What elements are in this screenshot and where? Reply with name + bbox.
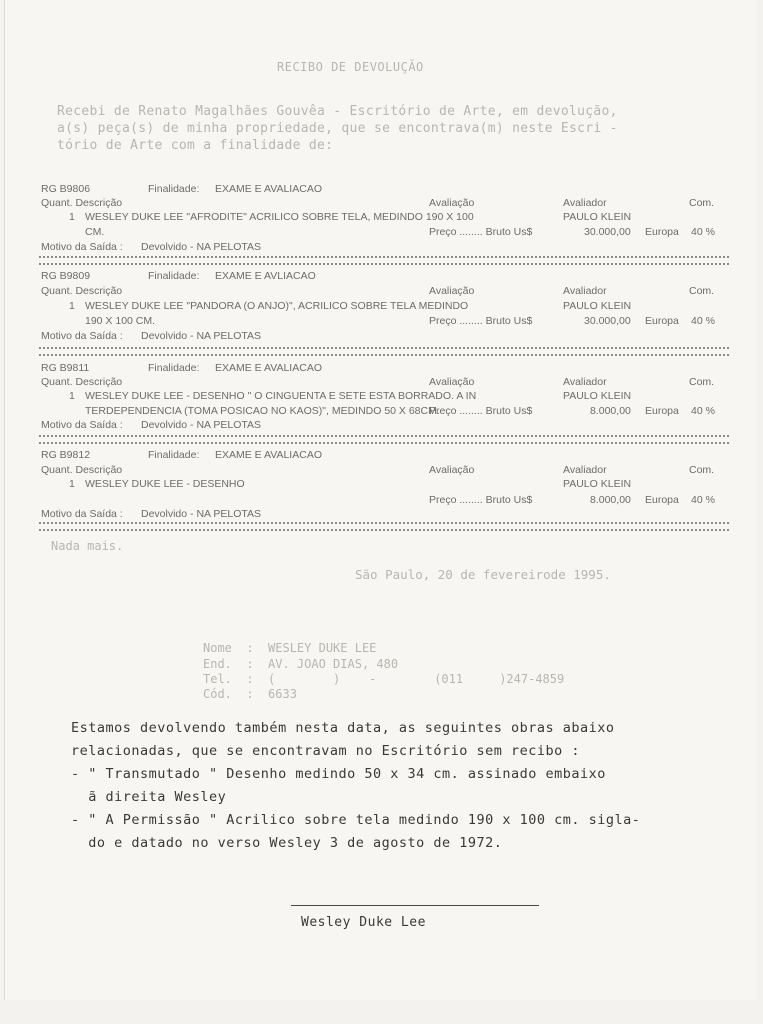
motivo-label: Motivo da Saída : [41, 241, 123, 253]
motivo-label: Motivo da Saída : [41, 330, 123, 342]
separator-line [39, 347, 729, 356]
europa-label: Europa [645, 226, 679, 238]
avaliador-header: Avaliador [563, 285, 607, 297]
separator-line [39, 435, 729, 444]
motivo-label: Motivo da Saída : [41, 419, 123, 431]
quant-desc-header: Quant. Descrição [41, 197, 123, 209]
note-line-6: do e datado no verso Wesley 3 de agosto de 1972. [71, 835, 503, 851]
finalidade-label: Finalidade: [148, 270, 200, 282]
intro-line-2: a(s) peça(s) de minha propriedade, que se encontrava(m) neste Escri - [57, 121, 618, 136]
note-line-5: - " A Permissão " Acrilico sobre tela medindo 190 x 100 cm. sigla- [71, 812, 641, 828]
item-avaliador: PAULO KLEIN [563, 478, 632, 490]
signature-line [291, 905, 539, 906]
com-header: Com. [689, 285, 715, 297]
item-bruto: 30.000,00 [584, 226, 631, 238]
item-quant: 1 [69, 478, 75, 490]
item-com: 40 % [691, 315, 715, 327]
separator-line [39, 522, 729, 531]
com-header: Com. [689, 376, 715, 388]
item-bruto: 30.000,00 [584, 315, 631, 327]
europa-label: Europa [645, 494, 679, 506]
avaliador-header: Avaliador [563, 376, 607, 388]
item-rg: RG B9811 [41, 362, 90, 374]
com-header: Com. [689, 464, 715, 476]
separator-line [39, 256, 729, 265]
item-finalidade: EXAME E AVLIACAO [215, 270, 316, 282]
signature-name: Wesley Duke Lee [301, 915, 426, 930]
item-motivo: Devolvido - NA PELOTAS [141, 419, 262, 431]
quant-desc-header: Quant. Descrição [41, 285, 123, 297]
item-desc-line-2: TERDEPENDENCIA (TOMA POSICAO NO KAOS)", MEDINDO 50 X 68CM. [85, 405, 440, 417]
item-rg: RG B9806 [41, 183, 91, 195]
item-desc-line-1: WESLEY DUKE LEE - DESENHO " O CINGUENTA E SETE ESTA BORRADO. A IN [85, 390, 477, 402]
note-line-3: - " Transmutado " Desenho medindo 50 x 34 cm. assinado embaixo [71, 766, 606, 782]
contact-name: Nome : WESLEY DUKE LEE [203, 641, 377, 655]
contact-address: End. : AV. JOAO DIAS, 480 [203, 657, 399, 671]
item-finalidade: EXAME E AVALIACAO [215, 183, 322, 195]
contact-code: Cód. : 6633 [203, 687, 297, 701]
document-title: RECIBO DE DEVOLUÇÃO [277, 60, 424, 74]
avaliacao-header: Avaliação [429, 285, 475, 297]
item-quant: 1 [69, 211, 75, 223]
motivo-label: Motivo da Saída : [41, 508, 123, 520]
avaliador-header: Avaliador [563, 464, 607, 476]
preco-label: Preço ........ Bruto Us$ [429, 494, 533, 506]
finalidade-label: Finalidade: [148, 362, 200, 374]
note-line-4: ã direita Wesley [71, 789, 227, 805]
item-avaliador: PAULO KLEIN [563, 211, 632, 223]
avaliacao-header: Avaliação [429, 376, 475, 388]
item-desc-line-1: WESLEY DUKE LEE - DESENHO [85, 478, 245, 490]
item-quant: 1 [69, 390, 75, 402]
item-motivo: Devolvido - NA PELOTAS [141, 241, 262, 253]
item-bruto: 8.000,00 [590, 494, 631, 506]
item-avaliador: PAULO KLEIN [563, 300, 632, 312]
preco-label: Preço ........ Bruto Us$ [429, 226, 533, 238]
finalidade-label: Finalidade: [148, 449, 200, 461]
item-bruto: 8.000,00 [590, 405, 631, 417]
item-finalidade: EXAME E AVALIACAO [215, 449, 322, 461]
item-com: 40 % [691, 494, 715, 506]
item-motivo: Devolvido - NA PELOTAS [141, 508, 262, 520]
item-motivo: Devolvido - NA PELOTAS [141, 330, 262, 342]
europa-label: Europa [645, 315, 679, 327]
avaliador-header: Avaliador [563, 197, 607, 209]
item-rg: RG B9809 [41, 270, 91, 282]
quant-desc-header: Quant. Descrição [41, 376, 123, 388]
receipt-page [4, 0, 757, 1000]
item-desc-line-2: CM. [85, 226, 105, 238]
quant-desc-header: Quant. Descrição [41, 464, 123, 476]
nada-mais-text: Nada mais. [51, 539, 124, 553]
item-avaliador: PAULO KLEIN [563, 390, 632, 402]
item-finalidade: EXAME E AVALIACAO [215, 362, 322, 374]
item-com: 40 % [691, 405, 715, 417]
finalidade-label: Finalidade: [148, 183, 200, 195]
contact-phone: Tel. : ( ) - (011 )247-4859 [203, 672, 565, 686]
europa-label: Europa [645, 405, 679, 417]
place-date: São Paulo, 20 de fevereirode 1995. [355, 567, 611, 582]
item-desc-line-1: WESLEY DUKE LEE "AFRODITE" ACRILICO SOBRE TELA, MEDINDO 190 X 100 [85, 211, 474, 223]
intro-line-3: tório de Arte com a finalidade de: [57, 138, 334, 153]
intro-line-1: Recebi de Renato Magalhães Gouvêa - Escritório de Arte, em devolução, [57, 104, 618, 119]
item-com: 40 % [691, 226, 715, 238]
avaliacao-header: Avaliação [429, 464, 475, 476]
item-desc-line-1: WESLEY DUKE LEE "PANDORA (O ANJO)", ACRILICO SOBRE TELA MEDINDO [85, 300, 469, 312]
item-quant: 1 [69, 300, 75, 312]
item-desc-line-2: 190 X 100 CM. [85, 315, 156, 327]
note-line-1: Estamos devolvendo também nesta data, as seguintes obras abaixo [71, 720, 615, 736]
preco-label: Preço ........ Bruto Us$ [429, 405, 533, 417]
avaliacao-header: Avaliação [429, 197, 475, 209]
preco-label: Preço ........ Bruto Us$ [429, 315, 533, 327]
note-line-2: relacionadas, que se encontravam no Escritório sem recibo : [71, 743, 581, 759]
item-rg: RG B9812 [41, 449, 91, 461]
com-header: Com. [689, 197, 715, 209]
